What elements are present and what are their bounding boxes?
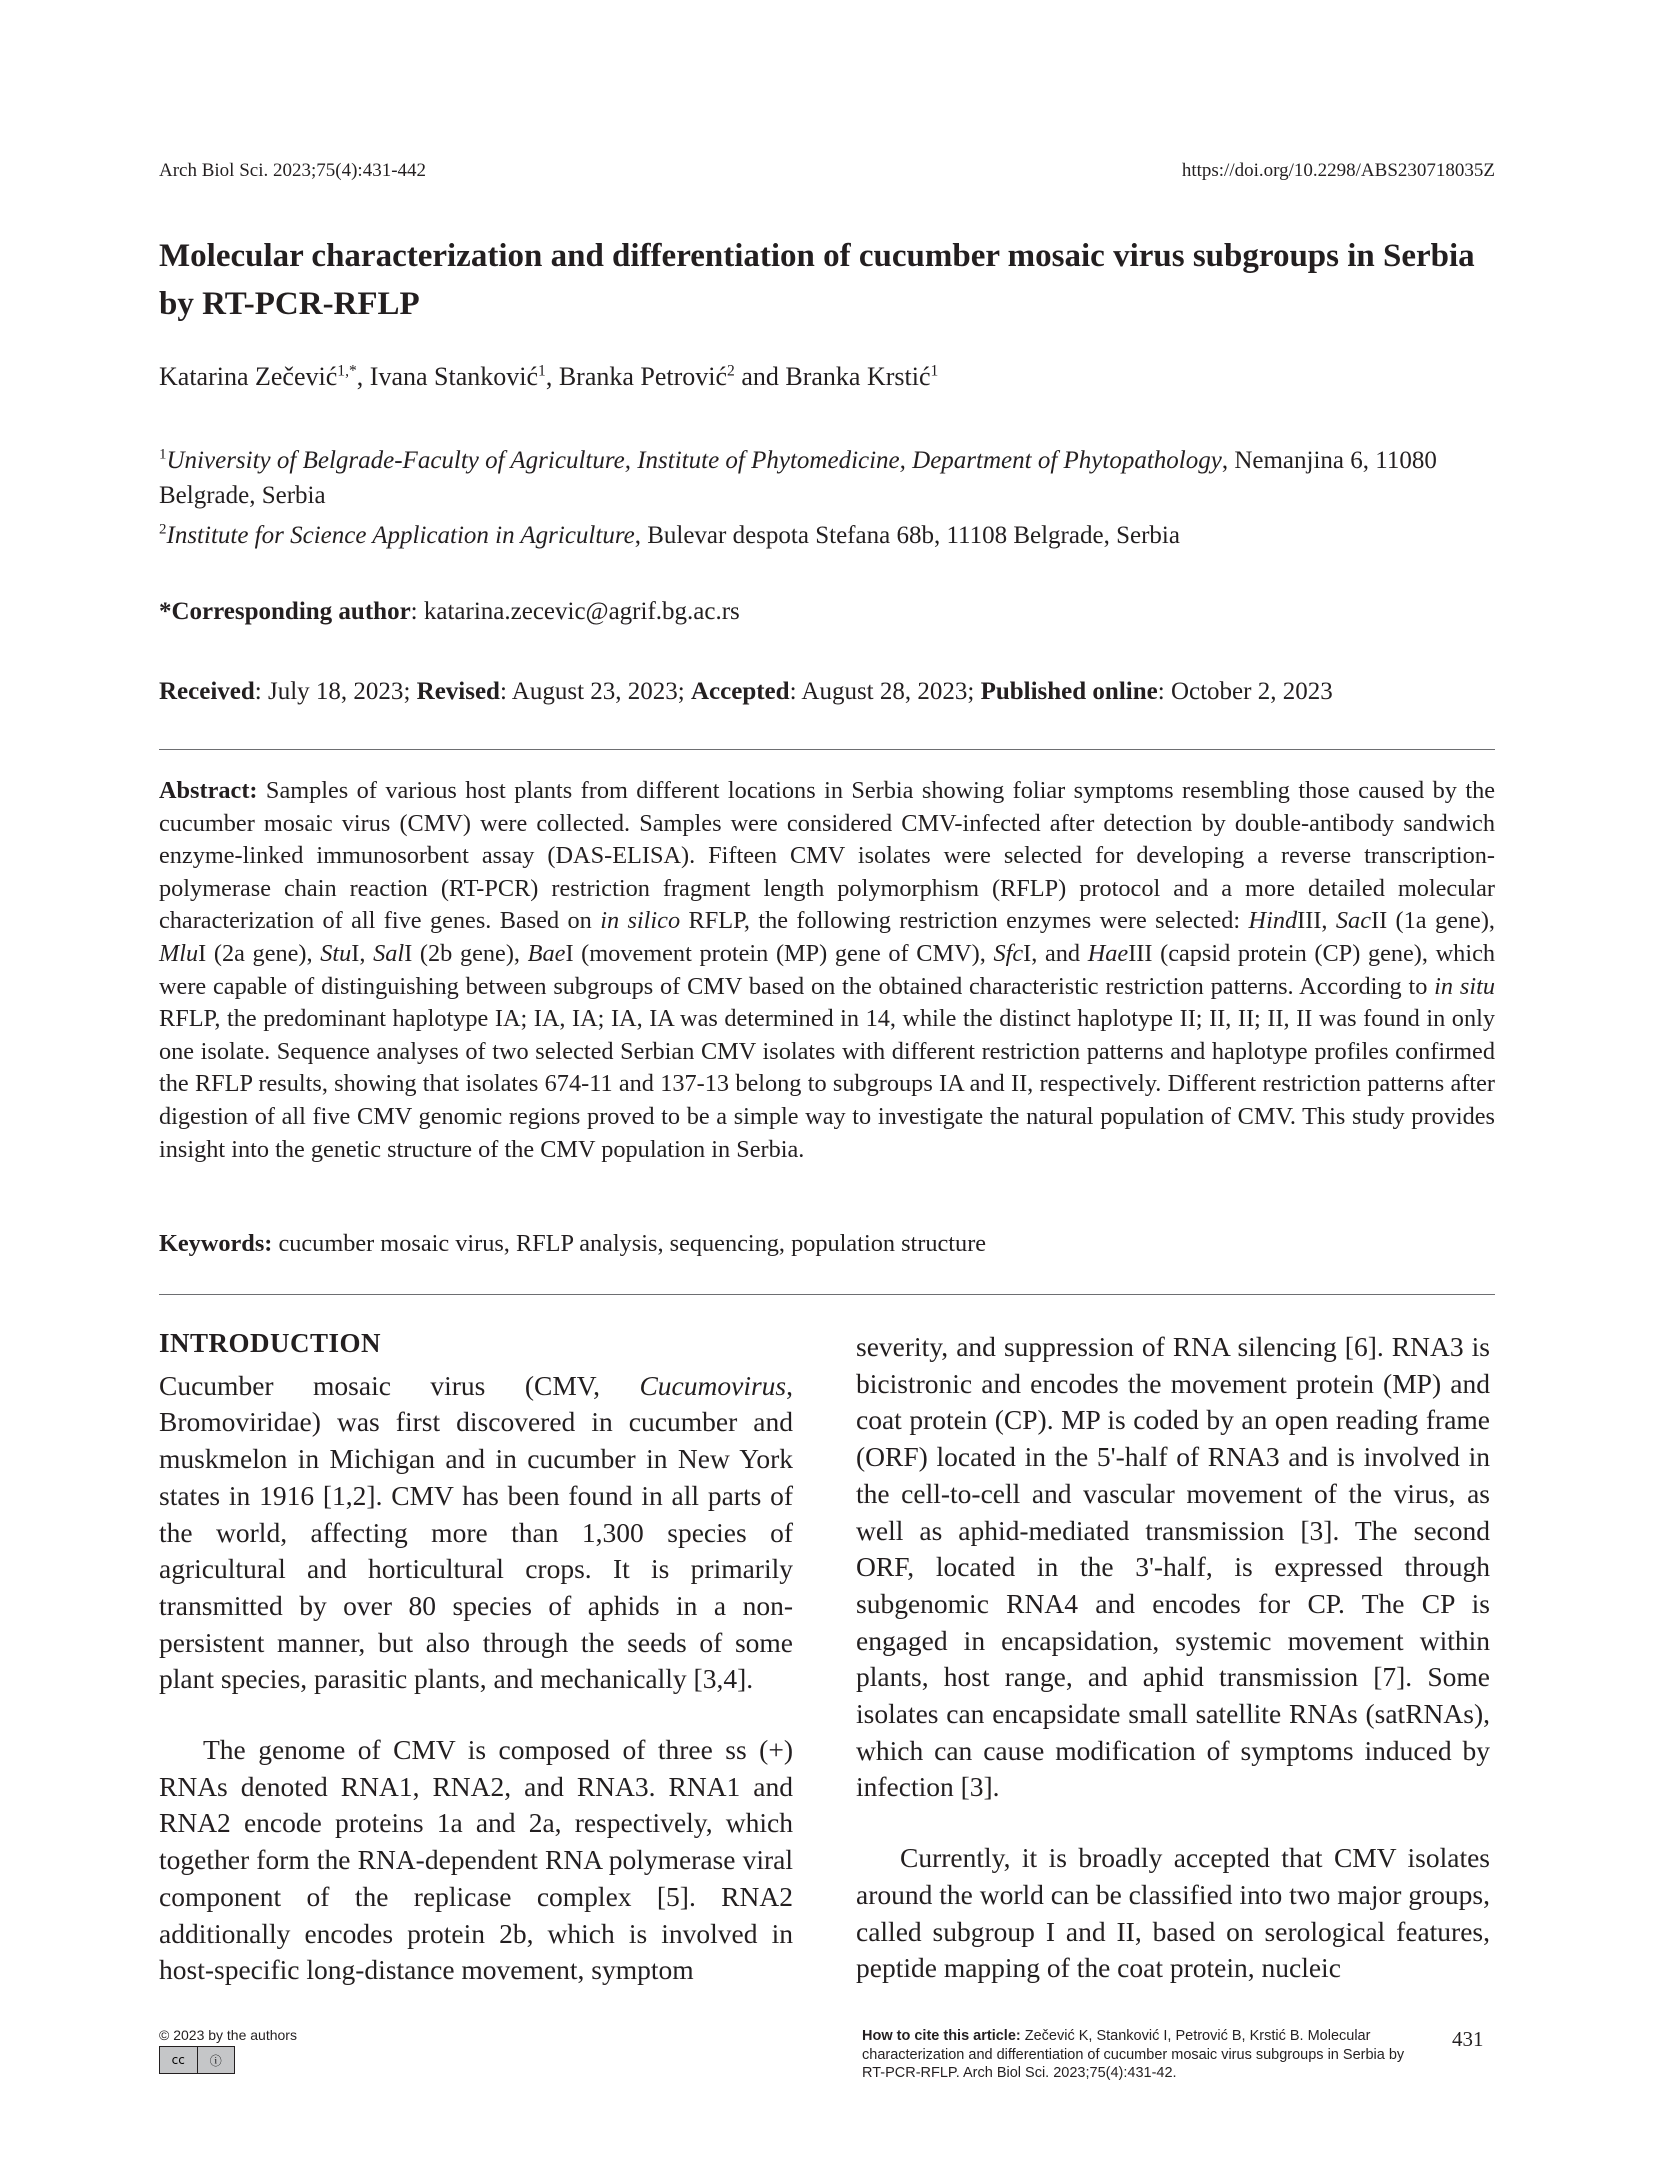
body-column-right bbox=[856, 1329, 1490, 1987]
journal-reference: Arch Biol Sci. 2023;75(4):431-442 bbox=[159, 160, 427, 181]
how-to-cite: How to cite this article: Zečević K, Stanković I, Petrović B, Krstić B. Molecular characterization and differentiation of cucumber mosaic virus subgroups in Serbia by RT-PCR-RFLP. Arch Biol Sci. 2023;75(4):431-42. bbox=[862, 2028, 1405, 2081]
author-name: Branka Petrović bbox=[558, 362, 728, 391]
body-paragraph: Cucumber mosaic virus (CMV, Cucumovirus, Bromoviridae) was first discovered in cucumber and muskmelon in Michigan and in cucumber in New York states in 1916 [1,2]. CMV has been found in all parts of the world, affecting more than 1,300 species of agricultural and horticultural crops. It is primarily transmitted by over 80 species of aphids in a non-persistent manner, but also through the seeds of some plant species, parasitic plants, and mechanically [3,4]. bbox=[159, 1369, 793, 1695]
section-heading: INTRODUCTION bbox=[159, 1328, 382, 1358]
article-title: Molecular characterization and differentiation of cucumber mosaic virus subgroups in Serbia by RT-PCR-RFLP bbox=[159, 238, 1475, 322]
abstract-label: Abstract: bbox=[159, 777, 258, 804]
article-dates: Received: July 18, 2023; Revised: August 23, 2023; Accepted: August 28, 2023; Published online: October 2, 2023 bbox=[159, 678, 1333, 705]
author-affiliation-marker: 1 bbox=[538, 362, 546, 380]
author-name: Branka Krstić bbox=[785, 362, 931, 391]
author-list: Katarina Zečević$^{1,*}$, Ivana Stanković$^1$, Branka Petrović$^2$ and Branka Krstić$^1$ bbox=[159, 362, 939, 391]
body-paragraph: severity, and suppression of RNA silencing [6]. RNA3 is bicistronic and encodes the movement protein (MP) and coat protein (CP). MP is coded by an open reading frame (ORF) located in the 5'-half of RNA3 and is involved in the cell-to-cell and vascular movement of the virus, as well as aphid-mediated transmission [3]. The second ORF, located in the 3'-half, is expressed through subgenomic RNA4 and encodes for CP. The CP is engaged in encapsidation, systemic movement within plants, host range, and aphid transmission [7]. Some isolates can encapsidate small satellite RNAs (satRNAs), which can cause modification of symptoms induced by infection [3]. bbox=[856, 1331, 1490, 1803]
author-affiliation-marker: 1 bbox=[930, 362, 939, 380]
author-affiliation-marker: 1,* bbox=[337, 362, 357, 380]
affiliation: $^1$University of Belgrade-Faculty of Agriculture, Institute of Phytomedicine, Department of Phytopathology, Nemanjina 6, 11080 Belgrade, Serbia bbox=[159, 446, 1437, 509]
author-affiliation-marker: 2 bbox=[727, 362, 735, 380]
author-name: Ivana Stanković bbox=[369, 362, 539, 391]
keywords: Keywords: cucumber mosaic virus, RFLP analysis, sequencing, population structure bbox=[159, 1230, 987, 1257]
body-column-left bbox=[159, 1325, 793, 1989]
author-name: Katarina Zečević bbox=[159, 362, 338, 391]
corresponding-author: *Corresponding author: katarina.zecevic@agrif.bg.ac.rs bbox=[159, 598, 740, 625]
divider bbox=[159, 1294, 1495, 1295]
page-number: 431 bbox=[1452, 2027, 1484, 2051]
copyright-notice: © 2023 by the authors bbox=[159, 2027, 297, 2043]
body-paragraph: Currently, it is broadly accepted that CMV isolates around the world can be classified into two major groups, called subgroup I and II, based on serological features, peptide mapping of the coat protein, nucleic bbox=[856, 1842, 1490, 1984]
body-paragraph: The genome of CMV is composed of three ss (+) RNAs denoted RNA1, RNA2, and RNA3. RNA1 and RNA2 encode proteins 1a and 2a, respectively, which together form the RNA-dependent RNA polymerase viral component of the replicase complex [5]. RNA2 additionally encodes protein 2b, which is involved in host-specific long-distance movement, symptom bbox=[159, 1734, 793, 1986]
cc-by-license-icon[interactable]: cc ⓘ bbox=[159, 2046, 235, 2074]
divider bbox=[159, 749, 1495, 750]
abstract: Abstract: Samples of various host plants from different locations in Serbia showing foliar symptoms resembling those caused by the cucumber mosaic virus (CMV) were collected. Samples were considered CMV-infected after detection by double-antibody sandwich enzyme-linked immunosorbent assay (DAS-ELISA). Fifteen CMV isolates were selected for developing a reverse transcription-polymerase chain reaction (RT-PCR) restriction fragment length polymorphism (RFLP) protocol and a more detailed molecular characterization of all five genes. Based on in silico RFLP, the following restriction enzymes were selected: HindIII, SacII (1a gene), MluI (2a gene), StuI, SalI (2b gene), BaeI (movement protein (MP) gene of CMV), SfcI, and HaeIII (capsid protein (CP) gene), which were capable of distinguishing between subgroups of CMV based on the obtained characteristic restriction patterns. According to in situ RFLP, the predominant haplotype IA; IA, IA; IA, IA was determined in 14, while the distinct haplotype II; II, II; II, II was found in only one isolate. Sequence analyses of two selected Serbian CMV isolates with different restriction patterns and haplotype profiles confirmed the RFLP results, showing that isolates 674-11 and 137-13 belong to subgroups IA and II, respectively. Different restriction patterns after digestion of all five CMV genomic regions proved to be a simple way to investigate the natural population of CMV. This study provides insight into the genetic structure of the CMV population in Serbia. bbox=[159, 777, 1495, 1163]
affiliation: $^2$Institute for Science Application in Agriculture, Bulevar despota Stefana 68b, 11108 Belgrade, Serbia bbox=[159, 521, 1180, 549]
corresponding-email[interactable]: katarina.zecevic@agrif.bg.ac.rs bbox=[423, 598, 740, 625]
doi-link[interactable]: https://doi.org/10.2298/ABS230718035Z bbox=[1181, 160, 1495, 181]
